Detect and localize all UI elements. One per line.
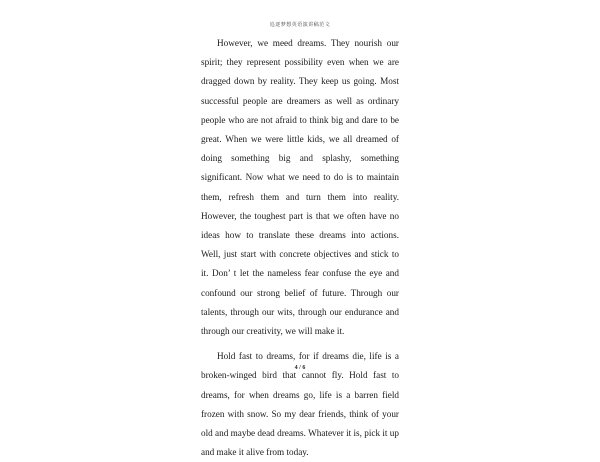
running-header: 追逐梦想英语演讲稿范文	[269, 23, 331, 28]
body-text	[201, 34, 399, 462]
paragraph-hold-fast: Hold fast to dreams, for if dreams die, life is a broken-winged bird that cannot fly. Hold fast to dreams, for when dreams go, life is a barren field frozen with snow. So my dear friends, think of your old and maybe dead dreams. Whatever it is, pick it up and make it alive from today.	[201, 351, 399, 458]
page-number: 4 / 6	[294, 365, 306, 371]
paragraph-dreams-nourish: However, we meed dreams. They nourish our spirit; they represent possibility even when we are dragged down by reality. They keep us going. Most successful people are dreamers as well as ordinary people who are not afraid to think big and dare to be great. When we were little kids, we all dreamed of doing something big and splashy, something significant. Now what we need to do is to maintain them, refresh them and turn them into reality. However, the toughest part is that we often have no ideas how to translate these dreams into actions. Well, just start with concrete objectives and stick to it. Don’ t let the nameless fear confuse the eye and confound our strong belief of future. Through our talents, through our wits, through our endurance and through our creativity, we will make it.	[201, 38, 399, 337]
